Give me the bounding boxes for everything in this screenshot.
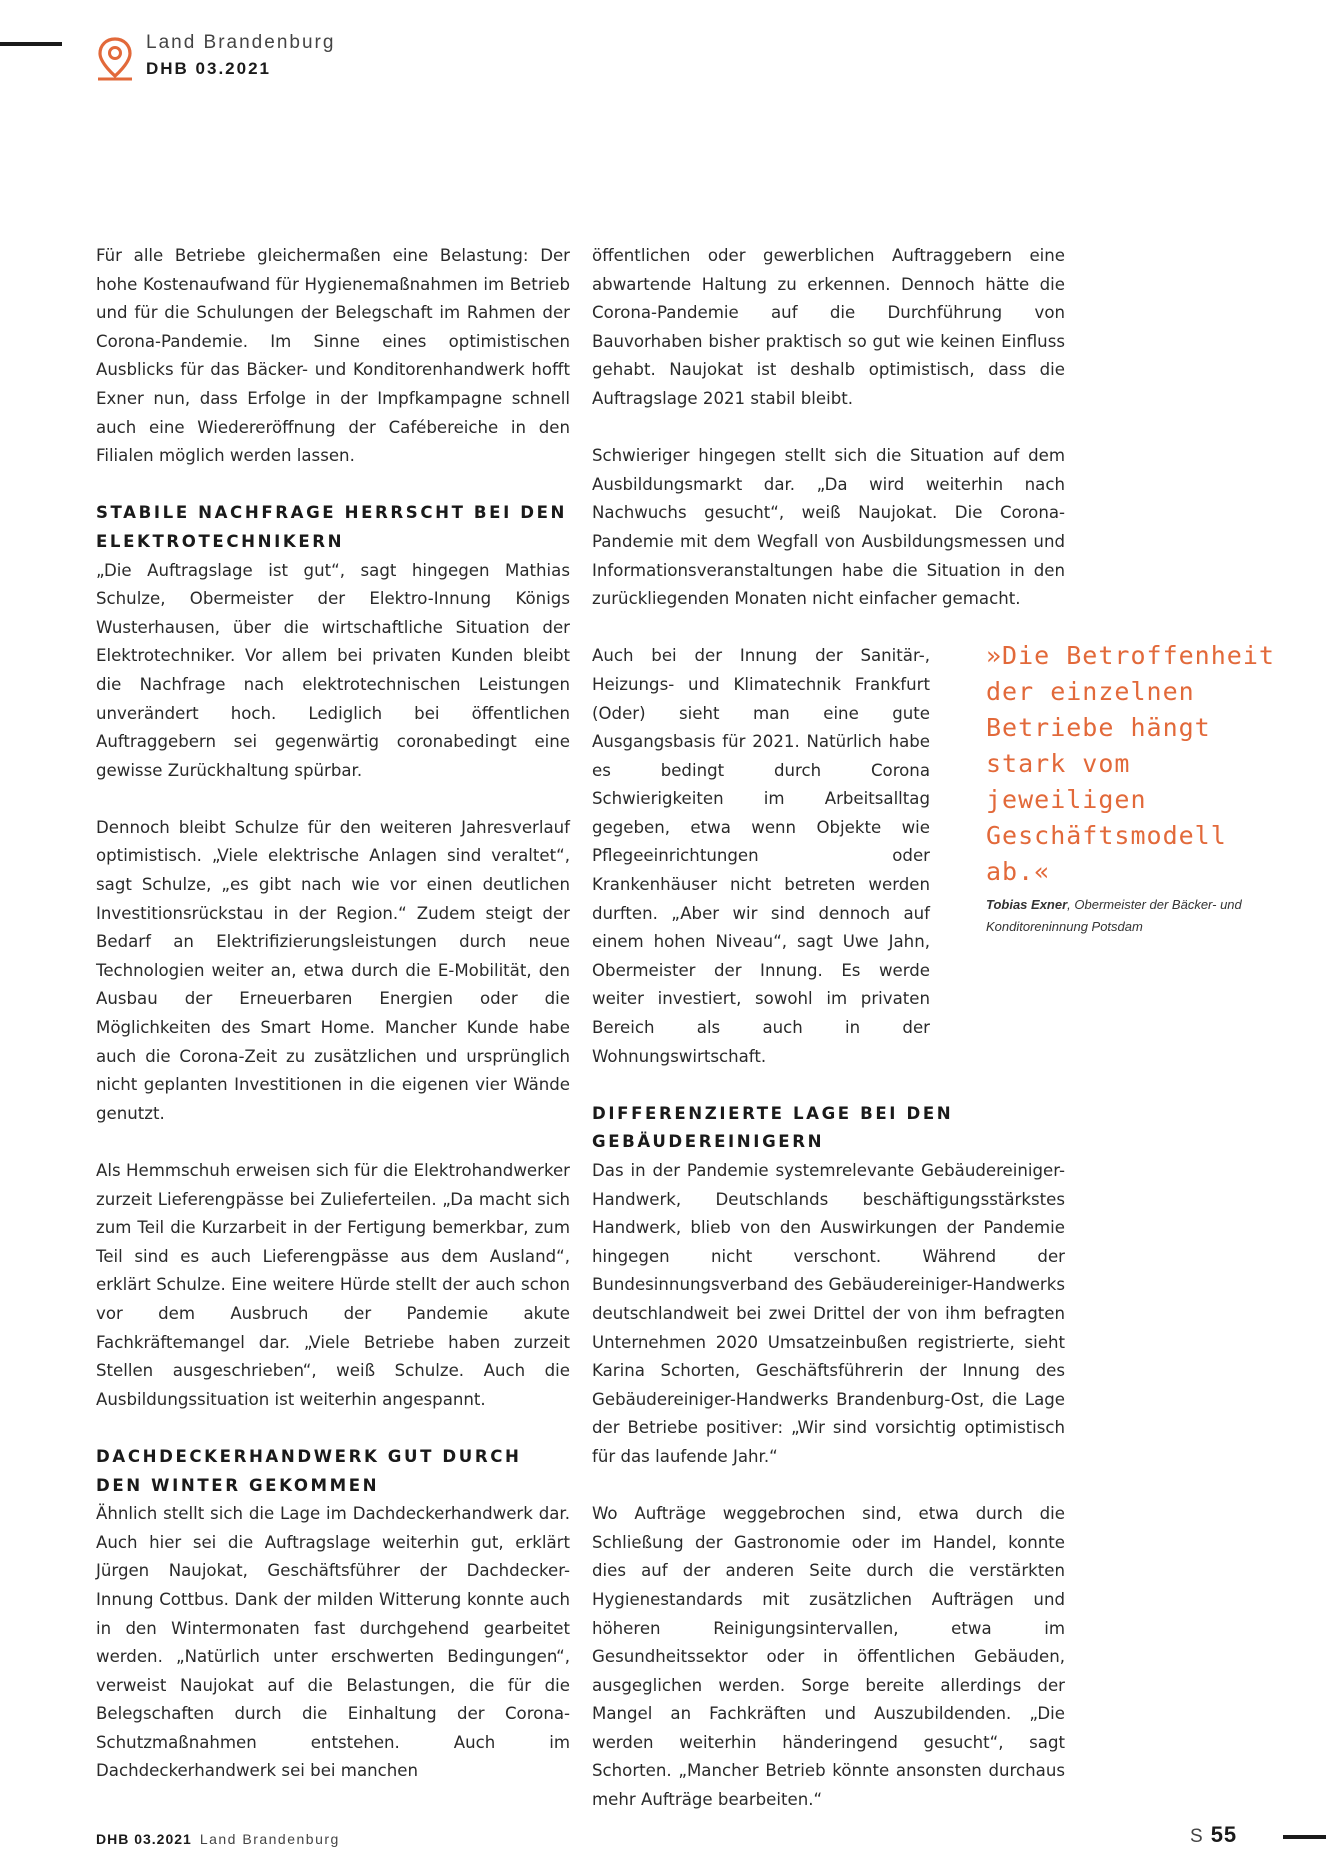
section-heading: STABILE NACHFRAGE HERRSCHT BEI DEN ELEKTROTECHNIKERN (96, 503, 568, 551)
footer-region: Land Brandenburg (199, 1831, 340, 1847)
section-heading: DIFFERENZIERTE LAGE BEI DEN GEBÄUDEREINIGERN (592, 1103, 954, 1152)
paragraph: Auch bei der Innung der Sanitär-, Heizungs- und Klimatechnik Frankfurt (Oder) sieht man eine gute Ausgangsbasis für 2021. Natürlich habe es bedingt durch Corona Schwierigkeiten im Arbeitsalltag gegeben, etwa wenn Objekte wie Pflegeeinrichtungen oder Krankenhäuser nicht betreten werden durften. „Aber wir sind dennoch auf einem hohen Niveau“, sagt Uwe Jahn, Obermeister der Innung. Es werde weiter investiert, sowohl im privaten Bereich als auch in der Wohnungswirtschaft. (592, 646, 930, 1066)
paragraph: Das in der Pandemie systemrelevante Gebäudereiniger-Handwerk, Deutschlands beschäftigungsstärkstes Handwerk, blieb von den Auswirkungen der Pandemie hingegen nicht verschont. Während der Bundesinnungsverband des Gebäudereiniger-Handwerks deutschlandweit bei zwei Drittel der von ihm befragten Unternehmen 2020 Umsatzeinbußen registrierte, sieht Karina Schorten, Geschäftsführerin der Innung des Gebäudereiniger-Handwerks Brandenburg-Ost, die Lage der Betriebe positiver: „Wir sind vorsichtig optimistisch für das laufende Jahr.“ (592, 1161, 1065, 1466)
footer-issue: DHB 03.2021 (96, 1831, 192, 1847)
pull-quote-text: »Die Betroffenheit der einzelnen Betriebe hängt stark vom jeweiligen Geschäftsmodell ab.« (986, 641, 1275, 886)
top-left-rule (0, 42, 62, 46)
paragraph: „Die Auftragslage ist gut“, sagt hingegen Mathias Schulze, Obermeister der Elektro-Innung Königs Wusterhausen, über die wirtschaftliche Situation der Elektrotechniker. Vor allem bei privaten Kunden bleibt die Nachfrage nach elektrotechnischen Leistungen unverändert hoch. Lediglich bei öffentlichen Auftraggebern sei gegenwärtig coronabedingt eine gewisse Zurückhaltung spürbar. (96, 560, 570, 780)
pull-quote (986, 638, 1286, 938)
header-issue: DHB 03.2021 (146, 59, 272, 78)
paragraph: Für alle Betriebe gleichermaßen eine Belastung: Der hohe Kostenaufwand für Hygienemaßnahmen im Betrieb und für die Schulungen der Belegschaft im Rahmen der Corona-Pandemie. Im Sinne eines optimistischen Ausblicks für das Bäcker- und Konditorenhandwerk hofft Exner nun, dass Erfolge in der Impfkampagne schnell auch eine Wiedereröffnung der Cafébereiche in den Filialen möglich werden lassen. (96, 246, 570, 466)
paragraph: Ähnlich stellt sich die Lage im Dachdeckerhandwerk dar. Auch hier sei die Auftragslage weiterhin gut, erklärt Jürgen Naujokat, Geschäftsführer der Dachdecker-Innung Cottbus. Dank der milden Witterung konnte auch in den Wintermonaten fast durchgehend gearbeitet werden. „Natürlich unter erschwerten Bedingungen“, verweist Naujokat auf die Belastungen, die für die Belegschaften durch die Einhaltung der Corona-Schutzmaßnahmen entstehen. Auch im Dachdeckerhandwerk sei bei manchen (96, 1504, 570, 1781)
page-number (1190, 1822, 1237, 1848)
pull-quote-attribution (986, 894, 1286, 938)
paragraph: Dennoch bleibt Schulze für den weiteren Jahresverlauf optimistisch. „Viele elektrische Anlagen sind veraltet“, sagt Schulze, „es gibt nach wie vor einen deutlichen Investitionsrückstau in der Region.“ Zudem steigt der Bedarf an Elektrifizierungsleistungen durch neue Technologien weiter an, etwa durch die E-Mobilität, den Ausbau der Erneuerbaren Energien oder die Möglichkeiten des Smart Home. Mancher Kunde habe auch die Corona-Zeit zu zusätzlichen und ursprünglich nicht geplanten Investitionen in die eigenen vier Wände genutzt. (96, 817, 570, 1123)
section-heading: DACHDECKERHANDWERK GUT DURCH DEN WINTER GEKOMMEN (96, 1446, 522, 1495)
pull-quote-author: Tobias Exner (986, 897, 1068, 912)
page-number-prefix: S (1190, 1826, 1203, 1847)
paragraph: Als Hemmschuh erweisen sich für die Elektrohandwerker zurzeit Lieferengpässe bei Zulieferteilen. „Da macht sich zum Teil die Kurzarbeit in der Fertigung bemerkbar, zum Teil sind es auch Lieferengpässe aus dem Ausland“, erklärt Schulze. Eine weitere Hürde stellt der auch schon vor dem Ausbruch der Pandemie akute Fachkräftemangel dar. „Viele Betriebe haben zurzeit Stellen ausgeschrieben“, weiß Schulze. Auch die Ausbildungssituation ist weiterhin angespannt. (96, 1161, 570, 1409)
bottom-right-rule (1283, 1835, 1326, 1839)
paragraph: öffentlichen oder gewerblichen Auftraggebern eine abwartende Haltung zu erkennen. Dennoch hätte die Corona-Pandemie auf die Durchführung von Bauvorhaben bisher praktisch so gut wie keinen Einfluss gehabt. Naujokat ist deshalb optimistisch, dass die Auftragslage 2021 stabil bleibt. (592, 246, 1065, 408)
article-column-left (96, 242, 570, 1786)
paragraph: Wo Aufträge weggebrochen sind, etwa durch die Schließung der Gastronomie oder im Handel, konnte dies auf der anderen Seite durch die verstärkten Hygienestandards mit zusätzlichen Aufträgen und höheren Reinigungsintervallen, etwa im Gesundheitssektor oder in öffentlichen Gebäuden, ausgeglichen werden. Sorge bereite allerdings der Mangel an Fachkräften und Auszubildenden. „Die werden weiterhin händeringend gesucht“, sagt Schorten. „Mancher Betrieb könnte ansonsten durchaus mehr Aufträge bearbeiten.“ (592, 1504, 1065, 1810)
page-footer (96, 1831, 340, 1847)
page-number-value: 55 (1210, 1822, 1238, 1847)
pull-quote-role: , Obermeister der Bäcker- und Konditoreninnung Potsdam (986, 897, 1242, 934)
location-pin-icon (96, 36, 134, 82)
header-region: Land Brandenburg (146, 32, 336, 53)
paragraph: Schwieriger hingegen stellt sich die Situation auf dem Ausbildungsmarkt dar. „Da wird weiterhin nach Nachwuchs gesucht“, weiß Naujokat. Die Corona-Pandemie mit dem Wegfall von Ausbildungsmessen und Informationsveranstaltungen habe die Situation in den zurückliegenden Monaten nicht einfacher gemacht. (592, 446, 1065, 609)
article-column-right (592, 242, 1068, 1815)
